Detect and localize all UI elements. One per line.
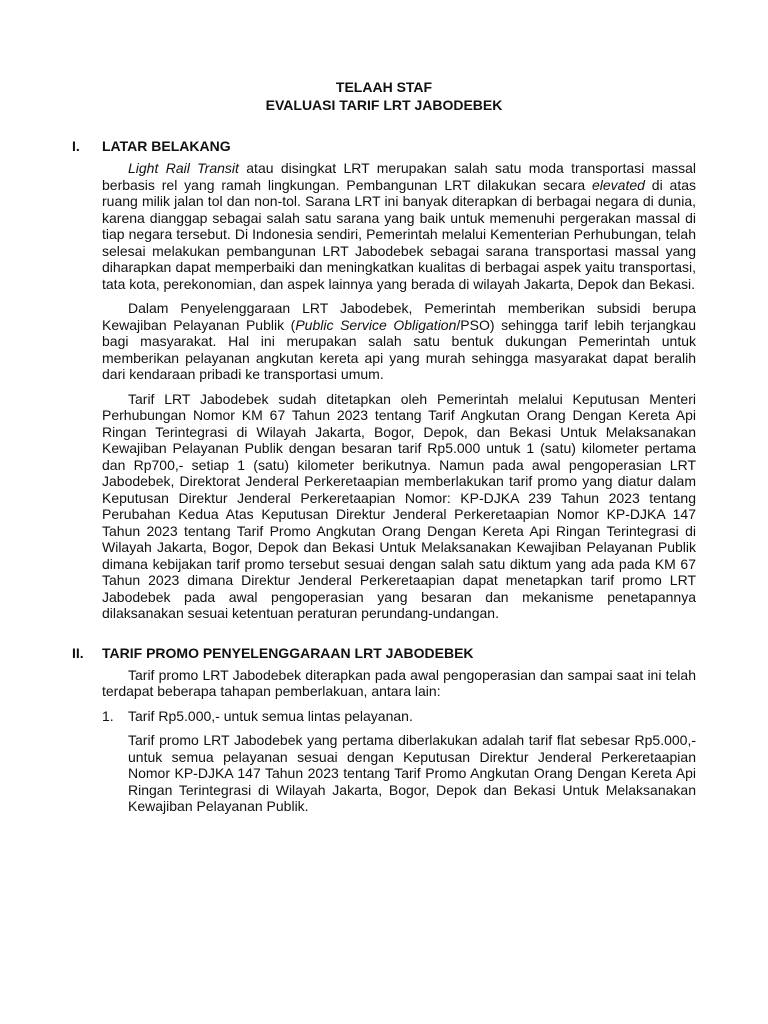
section-title: LATAR BELAKANG [102,138,231,154]
paragraph-tariff-regulation: Tarif LRT Jabodebek sudah ditetapkan oleh Pemerintah melalui Keputusan Menteri Perhubungan Nomor KM 67 Tahun 2023 tentang Tarif Angkutan Orang Dengan Kereta Api Ringan Terintegrasi di Wilayah Jakarta, Bogor, Depok, dan Bekasi Untuk Melaksanakan Kewajiban Pelayanan Publik dengan besaran tarif Rp5.000 untuk 1 (satu) kilometer pertama dan Rp700,- setiap 1 (satu) kilometer berikutnya. Namun pada awal pengoperasian LRT Jabodebek, Direktorat Jenderal Perkeretaapian memberlakukan tarif promo yang diatur dalam Keputusan Direktur Jenderal Perkeretaapian Nomor: KP-DJKA 239 Tahun 2023 tentang Perubahan Kedua Atas Keputusan Direktur Jenderal Perkeretaapian Nomor KP-DJKA 147 Tahun 2023 tentang Tarif Promo Angkutan Orang Dengan Kereta Api Ringan Terintegrasi di Wilayah Jakarta, Bogor, Depok dan Bekasi Untuk Melaksanakan Kewajiban Pelayanan Publik dimana kebijakan tarif promo tersebut sesuai dengan salah satu diktum yang ada pada KM 67 Tahun 2023 dimana Direktur Jenderal Perkeretaapian dapat menetapkan tarif promo LRT Jabodebek pada awal pengoperasian yang besaran dan mekanisme penetapannya dilaksanakan sesuai ketentuan peraturan perundang-undangan. [102,390,696,621]
list-item-number: 1. [102,707,114,724]
paragraph-lrt-intro [102,160,696,292]
section-title: TARIF PROMO PENYELENGGARAAN LRT JABODEBEK [102,644,474,661]
italic-term: elevated [592,176,645,193]
list-item-title: Tarif Rp5.000,- untuk semua lintas pelayanan. [128,707,413,724]
italic-term: Public Service Obligation [295,316,457,333]
section-number: I. [72,138,80,154]
document-title-block [72,78,696,114]
document-subtitle: EVALUASI TARIF LRT JABODEBEK [265,97,503,113]
paragraph-text: Dalam Penyelenggaraan LRT Jabodebek, Pemerintah memberikan subsidi berupa Kewajiban Pelayanan Publik ( [102,300,696,333]
section-body-latar-belakang [102,160,696,622]
paragraph-pso-subsidy [102,300,696,383]
section-heading-latar-belakang [72,137,696,155]
paragraph-text: di atas ruang milik jalan tol dan non-tol. Sarana LRT ini banyak diterapkan di berbagai negara di dunia, karena dianggap sebagai salah satu sarana yang baik untuk memenuhi pergerakan massal di tiap negara tersebut. Di Indonesia sendiri, Pemerintah melalui Kementerian Perhubungan, telah selesai melakukan pembangunan LRT Jabodebek sebagai sarana transportasi massal yang diharapkan dapat memperbaiki dan meningkatkan kualitas di berbagai aspek yaitu transportasi, tata kota, perekonomian, dan aspek lainnya yang berada di wilayah Jakarta, Depok dan Bekasi. [102,176,697,292]
paragraph-text: /PSO) sehingga tarif lebih terjangkau bagi masyarakat. Hal ini merupakan salah satu bentuk dukungan Pemerintah untuk memberikan pelayanan angkutan kereta api yang murah sehingga masyarakat dapat beralih dari kendaraan pribadi ke transportasi umum. [102,316,696,382]
list-item-body: Tarif promo LRT Jabodebek yang pertama diberlakukan adalah tarif flat sebesar Rp5.000,- untuk semua pelayanan sesuai dengan Keputusan Direktur Jenderal Perkeretaapian Nomor KP-DJKA 147 Tahun 2023 tentang Tarif Promo Angkutan Orang Dengan Kereta Api Ringan Terintegrasi di Wilayah Jakarta, Bogor, Depok dan Bekasi Untuk Melaksanakan Kewajiban Pelayanan Publik. [128,732,696,814]
section-heading-tarif-promo [72,644,696,662]
section-number: II. [72,644,84,661]
paragraph-promo-intro: Tarif promo LRT Jabodebek diterapkan pada awal pengoperasian dan sampai saat ini telah terdapat beberapa tahapan pemberlakuan, antara lain: [102,666,696,699]
italic-term: Light Rail Transit [128,160,239,176]
section-body-tarif-promo [102,667,696,815]
document-title: TELAAH STAF [335,79,433,95]
list-item [102,708,696,725]
paragraph-text: atau disingkat LRT merupakan salah satu moda transportasi massal berbasis rel yang ramah lingkungan. Pembangunan LRT dilakukan secara [102,160,696,193]
